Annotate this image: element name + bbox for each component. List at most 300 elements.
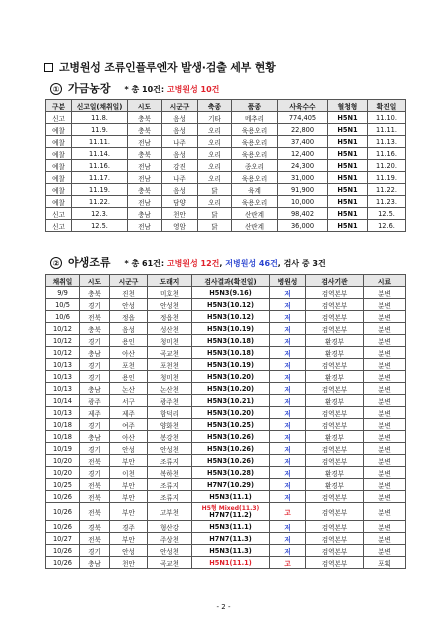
wild-low-count: 저병원성 46건 (225, 259, 278, 268)
wild-cell: 분변 (364, 467, 406, 479)
farm-cell: H5N1 (328, 172, 368, 184)
farm-table-row (46, 220, 406, 232)
wild-cell: 분변 (364, 347, 406, 359)
wild-cell: 봉강천 (148, 431, 192, 443)
wild-table-row (46, 431, 406, 443)
wild-cell: 경기 (80, 299, 110, 311)
wild-cell: H5N3(10.20) (192, 407, 270, 419)
mixed-result-line2: H7N7(11.2) (209, 510, 252, 519)
farm-cell: 닭 (198, 184, 232, 196)
wild-cell: 안성 (110, 545, 148, 557)
wild-cell: 음성 (110, 323, 148, 335)
wild-cell: 10/18 (46, 431, 80, 443)
wild-cell: 분변 (364, 431, 406, 443)
wild-cell: 부안 (110, 533, 148, 545)
page-number: - 2 - (216, 603, 231, 611)
wild-cell: H5N3(10.28) (192, 467, 270, 479)
wild-cell: 분변 (364, 371, 406, 383)
farm-cell: 오리 (198, 136, 232, 148)
wild-cell: 분변 (364, 455, 406, 467)
wild-cell: 9/9 (46, 287, 80, 299)
wild-cell: H5N3(10.21) (192, 395, 270, 407)
wild-header-cell: 시료 (364, 275, 406, 287)
wild-cell: 10/13 (46, 383, 80, 395)
wild-cell: 전북 (80, 311, 110, 323)
farm-cell: H5N1 (328, 160, 368, 172)
wild-cell: 안성 (110, 443, 148, 455)
farm-cell: 11.11. (72, 136, 128, 148)
wild-cell: 저 (270, 533, 306, 545)
farm-header-cell: 혈청형 (328, 100, 368, 112)
wild-cell: 저 (270, 347, 306, 359)
wild-cell: 안성천 (148, 299, 192, 311)
farm-cell: 닭 (198, 208, 232, 220)
farm-cell: 담양 (162, 196, 198, 208)
farm-cell: H5N1 (328, 220, 368, 232)
wild-section-total: * 총 61건: 고병원성 12건, 저병원성 46건, 검사 중 3건 (124, 259, 326, 268)
wild-table-row (46, 479, 406, 491)
wild-cell: 저 (270, 299, 306, 311)
wild-cell: H5N3(10.26) (192, 431, 270, 443)
wild-cell: 분변 (364, 395, 406, 407)
wild-header-cell: 시군구 (110, 275, 148, 287)
farm-cell: H5N1 (328, 196, 368, 208)
farm-table-row (46, 208, 406, 220)
farm-table-row (46, 160, 406, 172)
wild-cell: 분변 (364, 533, 406, 545)
farm-cell: 전남 (128, 136, 162, 148)
wild-table-row (46, 299, 406, 311)
wild-cell: H5N3(11.1) (192, 491, 270, 503)
wild-cell: 광주천 (148, 395, 192, 407)
farm-cell: 강진 (162, 160, 198, 172)
farm-cell: H5N1 (328, 208, 368, 220)
wild-cell: 부안 (110, 455, 148, 467)
farm-table-row (46, 112, 406, 124)
wild-cell: H5N3(10.12) (192, 299, 270, 311)
farm-cell: 충북 (128, 148, 162, 160)
farm-cell: 36,000 (278, 220, 328, 232)
wild-cell: 저 (270, 383, 306, 395)
wild-cell: 충남 (80, 431, 110, 443)
wild-cell: 검역본부 (306, 491, 364, 503)
wild-cell: 천안 (110, 557, 148, 569)
wild-cell: 함덕리 (148, 407, 192, 419)
farm-cell: 종오리 (232, 160, 278, 172)
wild-section-number: ② (50, 257, 62, 269)
wild-cell: 저 (270, 395, 306, 407)
farm-cell: 전남 (128, 220, 162, 232)
farm-cell: 충북 (128, 184, 162, 196)
wild-header-cell: 채취일 (46, 275, 80, 287)
farm-cell: 영암 (162, 220, 198, 232)
wild-header-cell: 병원성 (270, 275, 306, 287)
mixed-result-line1: H5형 Mixed(11.3) (201, 504, 260, 512)
wild-table-header (46, 275, 406, 287)
wild-table-row (46, 311, 406, 323)
wild-table-row-mixed (46, 503, 406, 521)
farm-section-number: ① (50, 83, 62, 95)
wild-cell: 검역본부 (306, 323, 364, 335)
wild-cell: 저 (270, 455, 306, 467)
farm-cell: 11.10. (368, 112, 406, 124)
wild-cell: 검역본부 (306, 407, 364, 419)
wild-cell: 충북 (80, 287, 110, 299)
wild-cell: H5N3(10.20) (192, 383, 270, 395)
wild-cell: 10/12 (46, 335, 80, 347)
farm-header-cell: 사육수수 (278, 100, 328, 112)
farm-cell: 774,405 (278, 112, 328, 124)
farm-cell: 11.23. (368, 196, 406, 208)
farm-outbreak-table (45, 99, 406, 232)
farm-cell: H5N1 (328, 184, 368, 196)
farm-header-cell: 시군구 (162, 100, 198, 112)
wild-cell: 전북 (80, 503, 110, 521)
wild-table-row (46, 359, 406, 371)
wild-cell: H5N3(10.26) (192, 455, 270, 467)
farm-cell: 천안 (162, 208, 198, 220)
wild-cell: 분변 (364, 359, 406, 371)
wild-cell: 저 (270, 545, 306, 557)
farm-cell: 음성 (162, 184, 198, 196)
wild-bird-detection-table (45, 274, 406, 569)
farm-cell: H5N1 (328, 124, 368, 136)
wild-cell: 주상천 (148, 533, 192, 545)
farm-cell: 신고 (46, 112, 72, 124)
wild-cell: H5N3(10.19) (192, 323, 270, 335)
farm-cell: 나주 (162, 136, 198, 148)
farm-cell: 11.20. (368, 160, 406, 172)
wild-cell: 용인 (110, 335, 148, 347)
wild-cell: 충남 (80, 347, 110, 359)
wild-cell: 10/13 (46, 359, 80, 371)
farm-cell: 예찰 (46, 184, 72, 196)
wild-cell: 분변 (364, 443, 406, 455)
wild-cell: 부안 (110, 479, 148, 491)
wild-table-row (46, 371, 406, 383)
wild-cell-mixed-result (192, 503, 270, 521)
wild-cell: 경북 (80, 521, 110, 533)
wild-cell: 환경부 (306, 371, 364, 383)
wild-cell: 10/5 (46, 299, 80, 311)
farm-cell: 11.16. (72, 160, 128, 172)
farm-cell: 산란계 (232, 220, 278, 232)
wild-cell: 포획 (364, 557, 406, 569)
farm-cell: 전남 (128, 160, 162, 172)
farm-cell: 신고 (46, 220, 72, 232)
farm-cell: 육용오리 (232, 124, 278, 136)
farm-cell: 전남 (128, 172, 162, 184)
farm-cell: 10,000 (278, 196, 328, 208)
wild-cell: 진천 (110, 287, 148, 299)
wild-cell: 포천천 (148, 359, 192, 371)
wild-cell: 안성 (110, 299, 148, 311)
farm-cell: H5N1 (328, 148, 368, 160)
farm-cell: 오리 (198, 196, 232, 208)
wild-cell: H5N3(10.20) (192, 371, 270, 383)
wild-cell: 조류지 (148, 491, 192, 503)
wild-cell: 분변 (364, 299, 406, 311)
wild-cell: 10/20 (46, 467, 80, 479)
farm-cell: 12.5. (72, 220, 128, 232)
wild-cell: 아산 (110, 431, 148, 443)
farm-cell: 신고 (46, 208, 72, 220)
farm-cell: 12.3. (72, 208, 128, 220)
wild-cell: 청미천 (148, 371, 192, 383)
wild-cell: 저 (270, 419, 306, 431)
wild-cell: 분변 (364, 407, 406, 419)
wild-cell: H5N3(10.18) (192, 335, 270, 347)
farm-cell: 예찰 (46, 196, 72, 208)
wild-cell: 경기 (80, 359, 110, 371)
farm-cell: 11.8. (72, 112, 128, 124)
wild-cell: 조류지 (148, 479, 192, 491)
wild-cell: 검역본부 (306, 557, 364, 569)
wild-cell: 부안 (110, 491, 148, 503)
wild-cell: 광주 (80, 395, 110, 407)
wild-table-row (46, 419, 406, 431)
wild-cell: 10/12 (46, 347, 80, 359)
wild-cell: 환경부 (306, 347, 364, 359)
farm-table-header (46, 100, 406, 112)
farm-cell: 예찰 (46, 136, 72, 148)
wild-cell: H5N3(10.26) (192, 443, 270, 455)
wild-cell: 분변 (364, 491, 406, 503)
wild-cell: 10/26 (46, 503, 80, 521)
wild-cell: 논산천 (148, 383, 192, 395)
wild-cell: 저 (270, 443, 306, 455)
farm-cell: 24,300 (278, 160, 328, 172)
wild-cell: 10/19 (46, 443, 80, 455)
farm-table-row (46, 148, 406, 160)
farm-cell: 충북 (128, 112, 162, 124)
wild-cell: 분변 (364, 323, 406, 335)
farm-cell: 음성 (162, 112, 198, 124)
wild-header-cell: 도래지 (148, 275, 192, 287)
wild-cell: 성산천 (148, 323, 192, 335)
wild-table-row (46, 407, 406, 419)
farm-cell: 11.14. (72, 148, 128, 160)
farm-cell: 오리 (198, 172, 232, 184)
wild-cell: 분변 (364, 311, 406, 323)
wild-cell: 검역본부 (306, 383, 364, 395)
farm-header-cell: 신고일(채취일) (72, 100, 128, 112)
farm-cell: 11.9. (72, 124, 128, 136)
wild-cell: 10/13 (46, 407, 80, 419)
wild-table-row (46, 347, 406, 359)
wild-cell: 경기 (80, 335, 110, 347)
farm-cell: 11.17. (72, 172, 128, 184)
farm-cell: 22,800 (278, 124, 328, 136)
farm-table-row (46, 196, 406, 208)
wild-cell: 저 (270, 479, 306, 491)
farm-cell: 11.22. (368, 184, 406, 196)
wild-table-row (46, 545, 406, 557)
wild-cell: 논산 (110, 383, 148, 395)
wild-high-count: 고병원성 12건 (166, 259, 220, 268)
wild-cell: 저 (270, 521, 306, 533)
farm-cell: 나주 (162, 172, 198, 184)
wild-cell: 제주 (80, 407, 110, 419)
wild-cell: 분변 (364, 335, 406, 347)
wild-cell: 경기 (80, 443, 110, 455)
wild-cell: 곡교천 (148, 557, 192, 569)
farm-cell: 예찰 (46, 172, 72, 184)
wild-cell: 10/20 (46, 455, 80, 467)
wild-cell: 아산 (110, 347, 148, 359)
farm-header-cell: 확진일 (368, 100, 406, 112)
wild-cell: 환경부 (306, 467, 364, 479)
farm-cell: 음성 (162, 124, 198, 136)
wild-cell: 서구 (110, 395, 148, 407)
wild-cell: 전북 (80, 533, 110, 545)
farm-cell: 메추리 (232, 112, 278, 124)
wild-cell: 고부천 (148, 503, 192, 521)
wild-cell: 저 (270, 467, 306, 479)
farm-section-total: * 총 10건: 고병원성 10건 (124, 85, 220, 94)
farm-cell: 12.6. (368, 220, 406, 232)
farm-cell: 31,000 (278, 172, 328, 184)
wild-header-cell: 검사결과(확진일) (192, 275, 270, 287)
farm-table-row (46, 184, 406, 196)
wild-cell: 전북 (80, 455, 110, 467)
wild-cell: 분변 (364, 521, 406, 533)
farm-cell: 산란계 (232, 208, 278, 220)
wild-cell: 분변 (364, 545, 406, 557)
farm-header-cell: 구분 (46, 100, 72, 112)
wild-cell: 포천 (110, 359, 148, 371)
wild-cell: 조류지 (148, 455, 192, 467)
wild-cell: 검역본부 (306, 287, 364, 299)
wild-cell: 분변 (364, 479, 406, 491)
farm-table-row (46, 136, 406, 148)
wild-cell: 검역본부 (306, 545, 364, 557)
wild-cell: 경기 (80, 371, 110, 383)
farm-cell: 37,400 (278, 136, 328, 148)
wild-cell: 충남 (80, 383, 110, 395)
wild-cell: 분변 (364, 287, 406, 299)
wild-cell: 안성천 (148, 443, 192, 455)
wild-table-row (46, 533, 406, 545)
wild-cell: 전북 (80, 491, 110, 503)
farm-cell: 예찰 (46, 124, 72, 136)
wild-cell: 안성천 (148, 545, 192, 557)
farm-high-count: 고병원성 10건 (166, 85, 220, 94)
wild-cell: 경주 (110, 521, 148, 533)
wild-table-row (46, 287, 406, 299)
farm-cell: 기타 (198, 112, 232, 124)
farm-cell: 육용오리 (232, 136, 278, 148)
farm-cell: 음성 (162, 148, 198, 160)
wild-table-row (46, 521, 406, 533)
farm-header-cell: 시도 (128, 100, 162, 112)
wild-table-row (46, 557, 406, 569)
wild-cell: 분변 (364, 383, 406, 395)
wild-cell: 검역본부 (306, 503, 364, 521)
wild-cell: 용인 (110, 371, 148, 383)
wild-cell: 환경부 (306, 479, 364, 491)
farm-cell: 육용오리 (232, 196, 278, 208)
wild-cell: 검역본부 (306, 311, 364, 323)
wild-cell: H5N3(9.16) (192, 287, 270, 299)
wild-cell: H5N3(10.25) (192, 419, 270, 431)
document-title (44, 59, 276, 75)
wild-cell: 정읍 (110, 311, 148, 323)
farm-cell: 11.13. (368, 136, 406, 148)
wild-cell: 경기 (80, 467, 110, 479)
farm-cell: 육계 (232, 184, 278, 196)
wild-cell: 10/26 (46, 545, 80, 557)
wild-table-row (46, 467, 406, 479)
wild-cell: 검역본부 (306, 443, 364, 455)
farm-cell: 육용오리 (232, 148, 278, 160)
farm-cell: 오리 (198, 124, 232, 136)
wild-cell: 10/25 (46, 479, 80, 491)
wild-table-row (46, 491, 406, 503)
wild-table-row (46, 335, 406, 347)
wild-cell: 여주 (110, 419, 148, 431)
wild-cell: 경기 (80, 419, 110, 431)
wild-cell: 전북 (80, 479, 110, 491)
farm-header-cell: 품종 (232, 100, 278, 112)
wild-cell: 검역본부 (306, 533, 364, 545)
wild-table-row (46, 383, 406, 395)
wild-cell: H5N3(10.18) (192, 347, 270, 359)
wild-cell: 10/14 (46, 395, 80, 407)
wild-cell: 저 (270, 311, 306, 323)
farm-cell: 11.19. (368, 172, 406, 184)
wild-cell: 고 (270, 503, 306, 521)
wild-cell: 10/13 (46, 371, 80, 383)
wild-cell: 검역본부 (306, 359, 364, 371)
farm-cell: H5N1 (328, 136, 368, 148)
wild-section-title: 야생조류 (68, 256, 111, 269)
wild-cell: H5N3(11.1) (192, 521, 270, 533)
wild-cell: 10/12 (46, 323, 80, 335)
farm-cell: 12.5. (368, 208, 406, 220)
wild-cell: 검역본부 (306, 299, 364, 311)
wild-cell: 10/26 (46, 491, 80, 503)
wild-cell: 이천 (110, 467, 148, 479)
farm-cell: 12,400 (278, 148, 328, 160)
wild-cell: 분변 (364, 419, 406, 431)
wild-header-cell: 검사기관 (306, 275, 364, 287)
farm-cell: 예찰 (46, 160, 72, 172)
farm-header-cell: 축종 (198, 100, 232, 112)
wild-cell: 저 (270, 323, 306, 335)
wild-cell: 저 (270, 335, 306, 347)
farm-section-heading (50, 80, 219, 96)
wild-cell: 10/27 (46, 533, 80, 545)
wild-cell: H5N3(10.12) (192, 311, 270, 323)
wild-cell: 환경부 (306, 431, 364, 443)
farm-cell: 11.11. (368, 124, 406, 136)
wild-cell: 분변 (364, 503, 406, 521)
farm-cell: 충북 (128, 124, 162, 136)
wild-cell: H7N7(11.3) (192, 533, 270, 545)
wild-cell: 양화천 (148, 419, 192, 431)
farm-cell: H5N1 (328, 112, 368, 124)
wild-cell: 저 (270, 371, 306, 383)
wild-cell: 10/6 (46, 311, 80, 323)
wild-cell: 검역본부 (306, 455, 364, 467)
wild-cell: H5N3(10.19) (192, 359, 270, 371)
wild-cell: 저 (270, 431, 306, 443)
farm-table-row (46, 172, 406, 184)
farm-cell: 98,402 (278, 208, 328, 220)
wild-cell: 부안 (110, 503, 148, 521)
wild-cell: H5N1(11.1) (192, 557, 270, 569)
